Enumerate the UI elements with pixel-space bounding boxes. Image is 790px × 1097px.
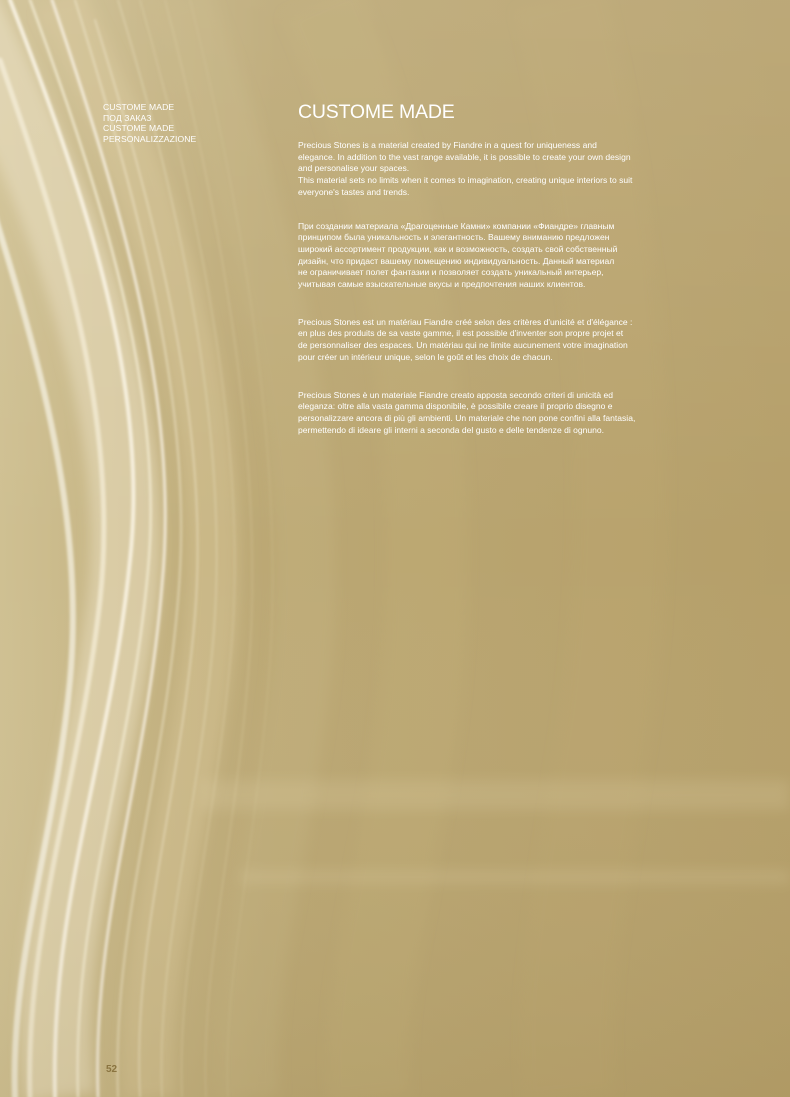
text-line: eleganza: oltre alla vasta gamma disponibile, è possibile creare il proprio disegno e: [298, 401, 613, 412]
text-line: не ограничивает полет фантазии и позволяет создать уникальный интерьер,: [298, 267, 604, 278]
text-line: and personalise your spaces.: [298, 163, 410, 174]
text-line: everyone's tastes and trends.: [298, 186, 410, 197]
text-line: дизайн, что придаст вашему помещению индивидуальность. Данный материал: [298, 255, 615, 266]
section-label-en: CUSTOME MADE: [103, 102, 175, 112]
text-line: Precious Stones è un materiale Fiandre creato apposta secondo criteri di unicità ed: [298, 389, 613, 400]
text-line: широкий ассортимент продукции, как и возможность, создать свой собственный: [298, 243, 618, 254]
text-line: personalizzare ancora di più gli ambienti. Un materiale che non pone confini alla fantasia,: [298, 412, 636, 423]
text-line: de personnaliser des espaces. Un matériau qui ne limite aucunement votre imagination: [298, 340, 628, 351]
text-line: Precious Stones is a material created by Fiandre in a quest for uniqueness and: [298, 140, 597, 150]
text-line: Precious Stones est un matériau Fiandre créé selon des critères d'unicité et d'élégance :: [298, 316, 633, 327]
text-line: This material sets no limits when it comes to imagination, creating unique interiors to suit: [298, 175, 633, 186]
main-content: [298, 100, 708, 436]
text-line: учитывая самые взыскательные вкусы и предпочтения наших клиентов.: [298, 279, 586, 290]
text-line: elegance. In addition to the vast range available, it is possible to create your own design: [298, 151, 631, 162]
paragraph-english: [298, 140, 708, 199]
section-label-ru: ПОД ЗАКАЗ: [103, 112, 152, 123]
paragraph-french: [298, 317, 708, 364]
text-line: При создании материала «Драгоценные Камни» компании «Фиандре» главным: [298, 220, 615, 231]
section-label-fr: CUSTOME MADE: [103, 123, 175, 134]
page-number: 52: [106, 1064, 118, 1075]
paragraph-russian: [298, 221, 708, 291]
text-line: en plus des produits de sa vaste gamme, il est possible d'inventer son propre projet et: [298, 328, 624, 339]
paragraph-italian: [298, 390, 708, 437]
text-line: permettendo di ideare gli interni a seconda del gusto e delle tendenze di ognuno.: [298, 424, 605, 435]
page-title: CUSTOME MADE: [298, 101, 455, 123]
section-label-it: PERSONALIZZAZIONE: [103, 133, 197, 144]
section-labels: [103, 102, 283, 144]
text-line: принципом была уникальность и элегантность. Вашему вниманию предложен: [298, 232, 610, 243]
text-line: pour créer un intérieur unique, selon le goût et les choix de chacun.: [298, 351, 553, 362]
